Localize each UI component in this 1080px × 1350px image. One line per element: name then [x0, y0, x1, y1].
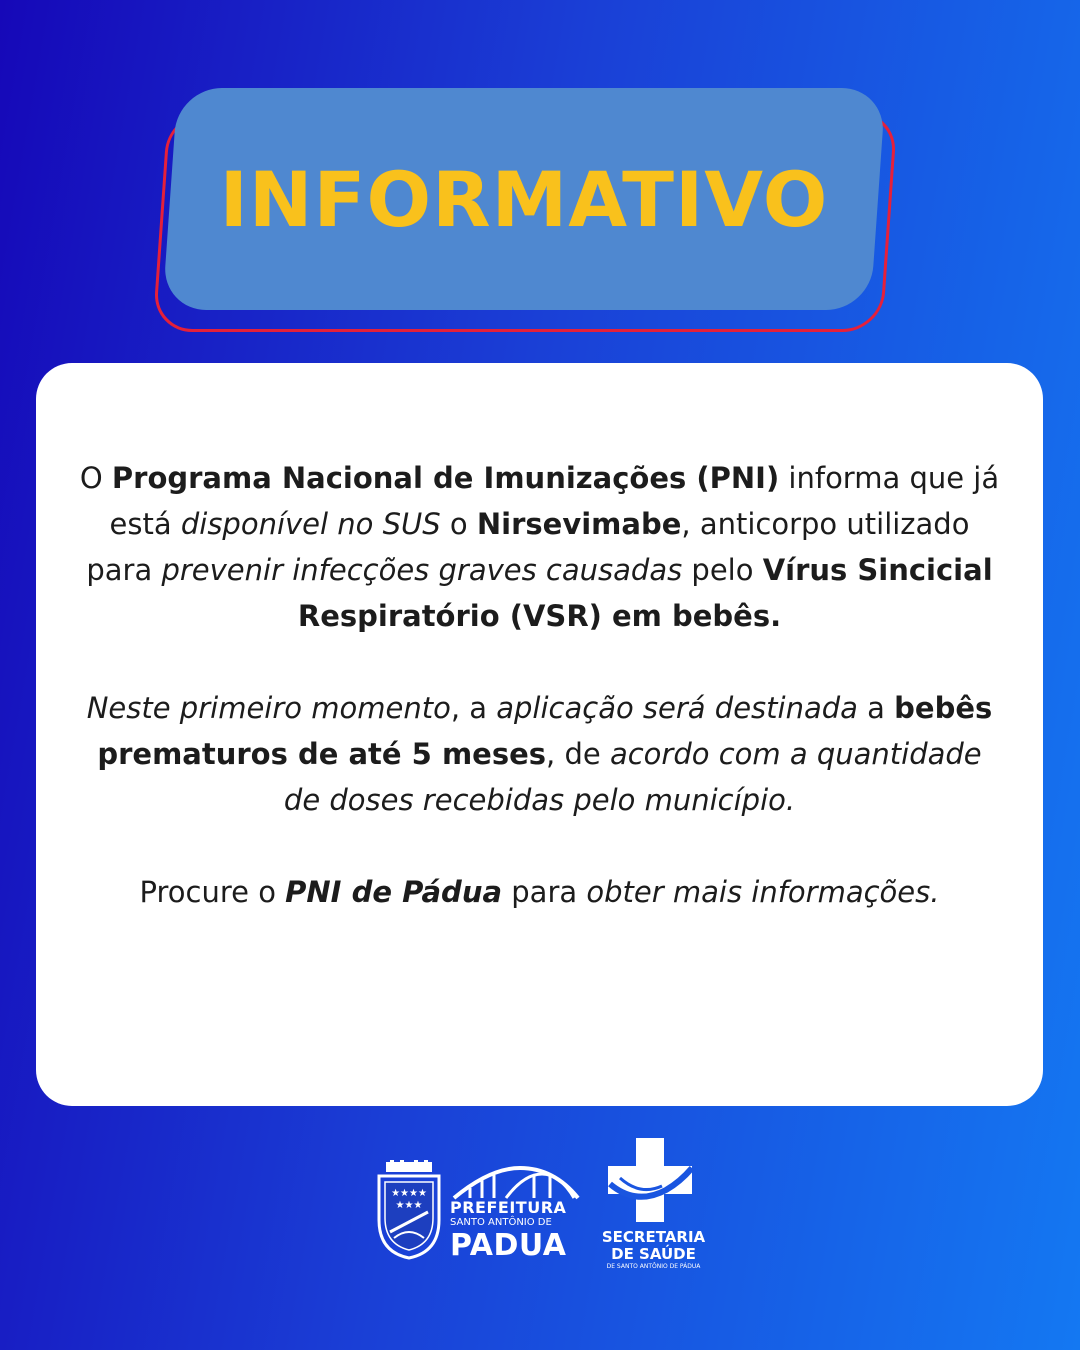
text-span: a	[857, 691, 895, 725]
bold-italic-span: PNI de Pádua	[285, 875, 503, 909]
page-title: INFORMATIVO	[219, 154, 829, 244]
bold-span: Nirsevimabe	[476, 507, 682, 541]
italic-span: Neste primeiro momento	[86, 691, 451, 725]
secretaria-city-label: DE SANTO ANTÔNIO DE PÁDUA	[606, 1263, 701, 1270]
text-span: O	[79, 461, 112, 495]
de-saude-label: DE SAÚDE	[611, 1245, 696, 1263]
secretaria-saude-logo	[596, 1138, 716, 1273]
italic-span: prevenir infecções graves causadas	[161, 553, 683, 587]
text-span: pelo	[682, 553, 763, 587]
paragraph-procure	[76, 869, 1003, 915]
paragraph-pni	[76, 455, 1003, 639]
secretaria-label: SECRETARIA	[601, 1228, 706, 1246]
italic-span: aplicação será destinada	[496, 691, 858, 725]
crest-icon	[376, 1160, 442, 1260]
info-card	[36, 363, 1043, 1106]
italic-span: disponível no SUS	[180, 507, 441, 541]
bold-span: bebês prematuros de até 5 meses	[97, 691, 993, 771]
arch-icon	[450, 1160, 580, 1200]
info-text	[76, 455, 1003, 961]
text-span: , a	[450, 691, 497, 725]
text-span: , de	[546, 737, 610, 771]
paragraph-aplicacao	[76, 685, 1003, 823]
text-span: informa que já está	[109, 461, 1000, 541]
text-span: Procure o	[139, 875, 286, 909]
prefeitura-logo	[446, 1160, 581, 1263]
text-span: para	[502, 875, 587, 909]
italic-span: obter mais informações.	[586, 875, 940, 909]
bold-span: Programa Nacional de Imunizações (PNI)	[111, 461, 780, 495]
text-span: , anticorpo utilizado para	[86, 507, 970, 587]
italic-span: acordo com a quantidade de doses recebidas pelo município.	[283, 737, 982, 817]
prefeitura-city-label: SANTO ANTÔNIO DE	[450, 1217, 552, 1228]
footer-logos	[0, 1130, 1080, 1280]
bold-span: Vírus Sincicial Respiratório (VSR) em bebês.	[297, 553, 993, 633]
svg-text:★★★★: ★★★★	[391, 1188, 427, 1199]
health-cross-icon	[606, 1138, 696, 1224]
prefeitura-label: PREFEITURA	[450, 1198, 567, 1217]
svg-text:★★★: ★★★	[395, 1200, 423, 1211]
prefeitura-padua-label: PADUA	[450, 1228, 567, 1263]
text-span: o	[440, 507, 477, 541]
